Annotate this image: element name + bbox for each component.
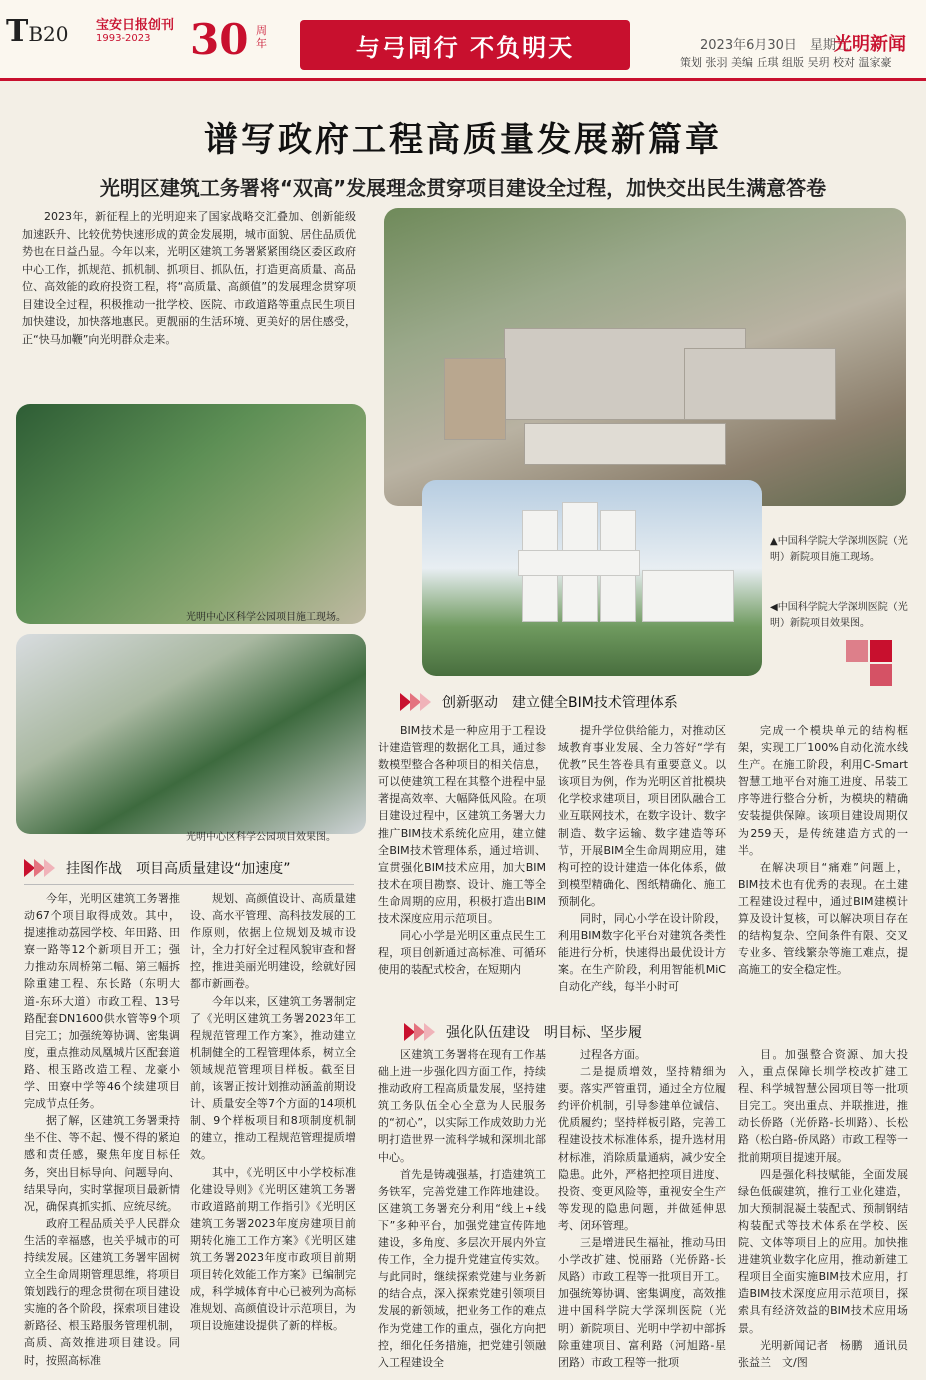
hospital-render-photo <box>422 480 762 676</box>
section-rule <box>24 884 354 885</box>
headline: 谱写政府工程高质量发展新篇章 <box>204 120 722 160</box>
page-header <box>0 0 926 81</box>
paper-name: 宝安日报创刊 <box>96 18 175 33</box>
section-brand: 光明新闻 <box>834 34 906 55</box>
s3-column-2: 过程各方面。 二是提质增效，坚持精细为要。落实严管重罚，通过全方位履约评价机制，引导参建单位诚信、优质履约；坚持样板引路，完善工程建设技术标准体系，提升选材用材标准，消除质量通病，减少安全隐患。此外，严格把控项目进度、投资、变更风险等，重视安全生产等发现的隐患问题，并做延伸思考、闭环管理。 三是增进民生福祉，推动马田小学改扩建、悦丽路（光侨路-长凤路）市政工程等一批项目开工。加强统筹协调、密集调度，高效推进中国科学院大学深圳医院（光明）新院项目、光明中学初中部拆除重建项目、富利路（河旭路-星团路）市政工程等一批项 <box>558 1048 726 1369</box>
chevron-arrows-icon <box>400 693 434 711</box>
chevron-arrows-icon <box>404 1023 438 1041</box>
chevron-arrows-icon <box>24 859 58 877</box>
s2-column-3: 完成一个模块单元的结构框架，实现工厂100%自动化流水线生产。在施工阶段，利用C-Smart智慧工地平台对施工进度、吊装工序等进行整合分析，为模块的精确安装提供保障。该项目建设周期仅为259天，是传统建造方式的一半。 在解决项目“痛难”问题上，BIM技术也有优秀的表现。在土建工程建设过程中，通过BIM建模计算及设计复核，可以解决项目存在的结构复杂、空间条件有限、交叉专业多、管线繁杂等施工难点，提高施工的安全稳定性。 <box>738 724 908 977</box>
byline: 光明新闻记者 杨鹏 通讯员 张益兰 文/图 <box>738 1338 919 1369</box>
editor-credits: 策划 张羽 美编 丘琪 组版 吴玥 校对 温家豪 <box>680 56 892 69</box>
s3-column-3: 目。加强整合资源、加大投入，重点保障长圳学校改扩建工程、科学城智慧公园项目等一批项目完工。突出重点、并联推进，推动长侨路（光侨路-长圳路）、长松路（松白路-侨凤路）市政工程等一批前期项目提速开展。 四是强化科技赋能，全面发展绿色低碳建筑，推行工业化建造，加大预制混凝土装配式、预制钢结构装配式等技术体系在学校、医院、文体等项目上的应用。加快推进建筑业数字化应用，推动新建工程项目全面实施BIM技术应用，打造BIM技术深度应用示范项目，探索具有经济效益的BIM技术应用场景。 光明新闻记者 杨鹏 通讯员 张益兰 文/图 <box>738 1046 908 1372</box>
decorative-squares <box>846 640 904 698</box>
s3-column-1: 区建筑工务署将在现有工作基础上进一步强化四方面工作，持续推动政府工程高质量发展，坚持建筑工务队伍全心全意为人民服务的“初心”，以实际工作成效助力光明打造世界一流科学城和深圳北部中心。 首先是铸魂强基，打造建筑工务铁军，完善党建工作阵地建设。区建筑工务署充分利用“线上+线下”多种平台，加强党建宣传阵地建设，多角度、多层次开展内外宣传工作，全力提升党建宣传实效。与此同时，继续探索党建与业务新的结合点，深入探索党建引领项目发展的新领域，把业务工作的难点作为党建工作的重点，强化方向把控，细化任务措施，把党建引领融入工程建设全 <box>378 1048 546 1369</box>
caption-science-park-render: 光明中心区科学公园项目效果图。 <box>186 832 336 843</box>
science-park-render-photo <box>16 634 366 834</box>
section-heading-1: 挂图作战 项目高质量建设“加速度” <box>24 858 364 878</box>
subheadline: 光明区建筑工务署将“双高”发展理念贯穿项目建设全过程，加快交出民生满意答卷 <box>99 176 827 200</box>
page-number: TB20 <box>6 14 69 49</box>
s2-column-2: 提升学位供给能力，对推动区域教育事业发展、全力答好“学有优教”民生答卷具有重要意义。以该项目为例，作为光明区首批模块化学校求建项目，项目团队融合工业互联网技术，在数字设计、数字制造、数字运输、数字建造等环节，开展BIM全生命周期应用，建构可控的设计建造一体化体系，做到模型精确化、图纸精确化、施工预制化。 同时，同心小学在设计阶段，利用BIM数字化平台对建筑各类性能进行分析，快速得出最优设计方案。在生产阶段，利用智能机MiC自动化产线，每半小时可 <box>558 724 726 994</box>
caption-science-park-site: 光明中心区科学公园项目施工现场。 <box>186 612 346 623</box>
issue-date: 2023年6月30日 星期五 <box>700 38 849 53</box>
s1-column-2: 规划、高颜值设计、高质量建设、高水平管理、高科技发展的工作原则，依据上位规划及城市设计，全力打好全过程风貌审查和督控，推进美丽光明建设，绘就好园都市新画卷。 今年以来，区建筑工务署制定了《光明区建筑工务署2023年工程规范管理工作方案》，推动建立机制健全的工程管理体系，树立全领域规范管理项目样板。截至目前，该署正按计划推动涵盖前期设计、质量安全等7个方面的14项机制、9个样板项目和8项制度机制的建立，推动工程规范管理提质增效。 其中，《光明区中小学校标准化建设导则》《光明区建筑工务署市政道路前期工作指引》《光明区建筑工务署2023年度房建项目前期转化施工工作方案》《光明区建筑工务署2023年度市政项目前期项目转化效能工作方案》已编制完成，科学城体育中心已被列为高标准规划、高颜值设计示范项目，为项目设施建设提供了新的样板。 <box>190 892 356 1333</box>
section-heading-2: 创新驱动 建立健全BIM技术管理体系 <box>400 692 900 712</box>
section-heading-3: 强化队伍建设 明目标、坚步履 <box>404 1022 904 1042</box>
paper-years: 1993-2023 <box>96 33 151 44</box>
hospital-site-photo <box>384 208 906 506</box>
science-park-site-photo <box>16 404 366 624</box>
anniversary-seal: 30 周年 <box>190 15 267 64</box>
caption-hospital-site: ▲中国科学院大学深圳医院（光明）新院项目施工现场。 <box>770 536 908 563</box>
s1-column-1: 今年，光明区建筑工务署推动67个项目取得成效。其中，提速推动荔园学校、年田路、田寮一路等12个新项目开工；强力推动东周桥第二幅、第三幅拆除重建工程、东长路（东明大道-东环大道）市政工程、13号路配套DN1600供水管等9个项目完工；加强统筹协调、密集调度，重点推动凤凰城片区配套道路、根玉路改造工程、龙豪小学、田寮中学等46个续建项目完成节点任务。 据了解，区建筑工务署秉持坐不住、等不起、慢不得的紧迫感和责任感，聚焦年度目标任务，突出目标导向、问题导向、结果导向，实时掌握项目最新情况，确保真抓实抓、应统尽统。 政府工程品质关乎人民群众生活的幸福感，也关乎城市的可持续发展。区建筑工务署牢固树立全生命周期管理思维，将项目策划践行的理念贯彻在项目建设实施的各个阶段，探索项目建设新路径、根玉路服务管理机制，高质、高效推进项目建设。同时，按照高标准 <box>24 892 180 1367</box>
s2-column-1: BIM技术是一种应用于工程设计建造管理的数据化工具，通过参数模型整合各种项目的相关信息，可以使建筑工程在其整个进程中显著提高效率、大幅降低风险。在项目建设过程中，区建筑工务署大力推广BIM技术系统化应用，建立健全BIM技术管理体系，通过培训、宣贯强化BIM技术应用，加大BIM技术在项目勘察、设计、施工等全生命周期的应用，积极打造出BIM技术深度应用示范项目。 同心小学是光明区重点民生工程，项目创新通过高标准、可循环使用的装配式校舍，在短期内 <box>378 724 546 977</box>
slogan-banner: 与弓同行 不负明天 <box>300 20 630 70</box>
caption-hospital-render: ◀中国科学院大学深圳医院（光明）新院项目效果图。 <box>770 602 908 629</box>
lead-paragraph: 2023年，新征程上的光明迎来了国家战略交汇叠加、创新能级加速跃升、比较优势快速形成的黄金发展期，城市面貌、居住品质优势也在日益凸显。今年以来，光明区建筑工务署紧紧围绕区委区政府中心工作，抓规范、抓机制、抓项目、抓队伍，打造更高质量、高品位、高效能的政府投资工程，将“高质量、高颜值”的发展理念贯穿项目建设全过程，积极推动一批学校、医院、市政道路等重点民生项目加快建设，加快落地惠民。更靓丽的生活环境、更美好的居住感受，正“快马加鞭”向光明群众走来。 <box>22 210 356 346</box>
